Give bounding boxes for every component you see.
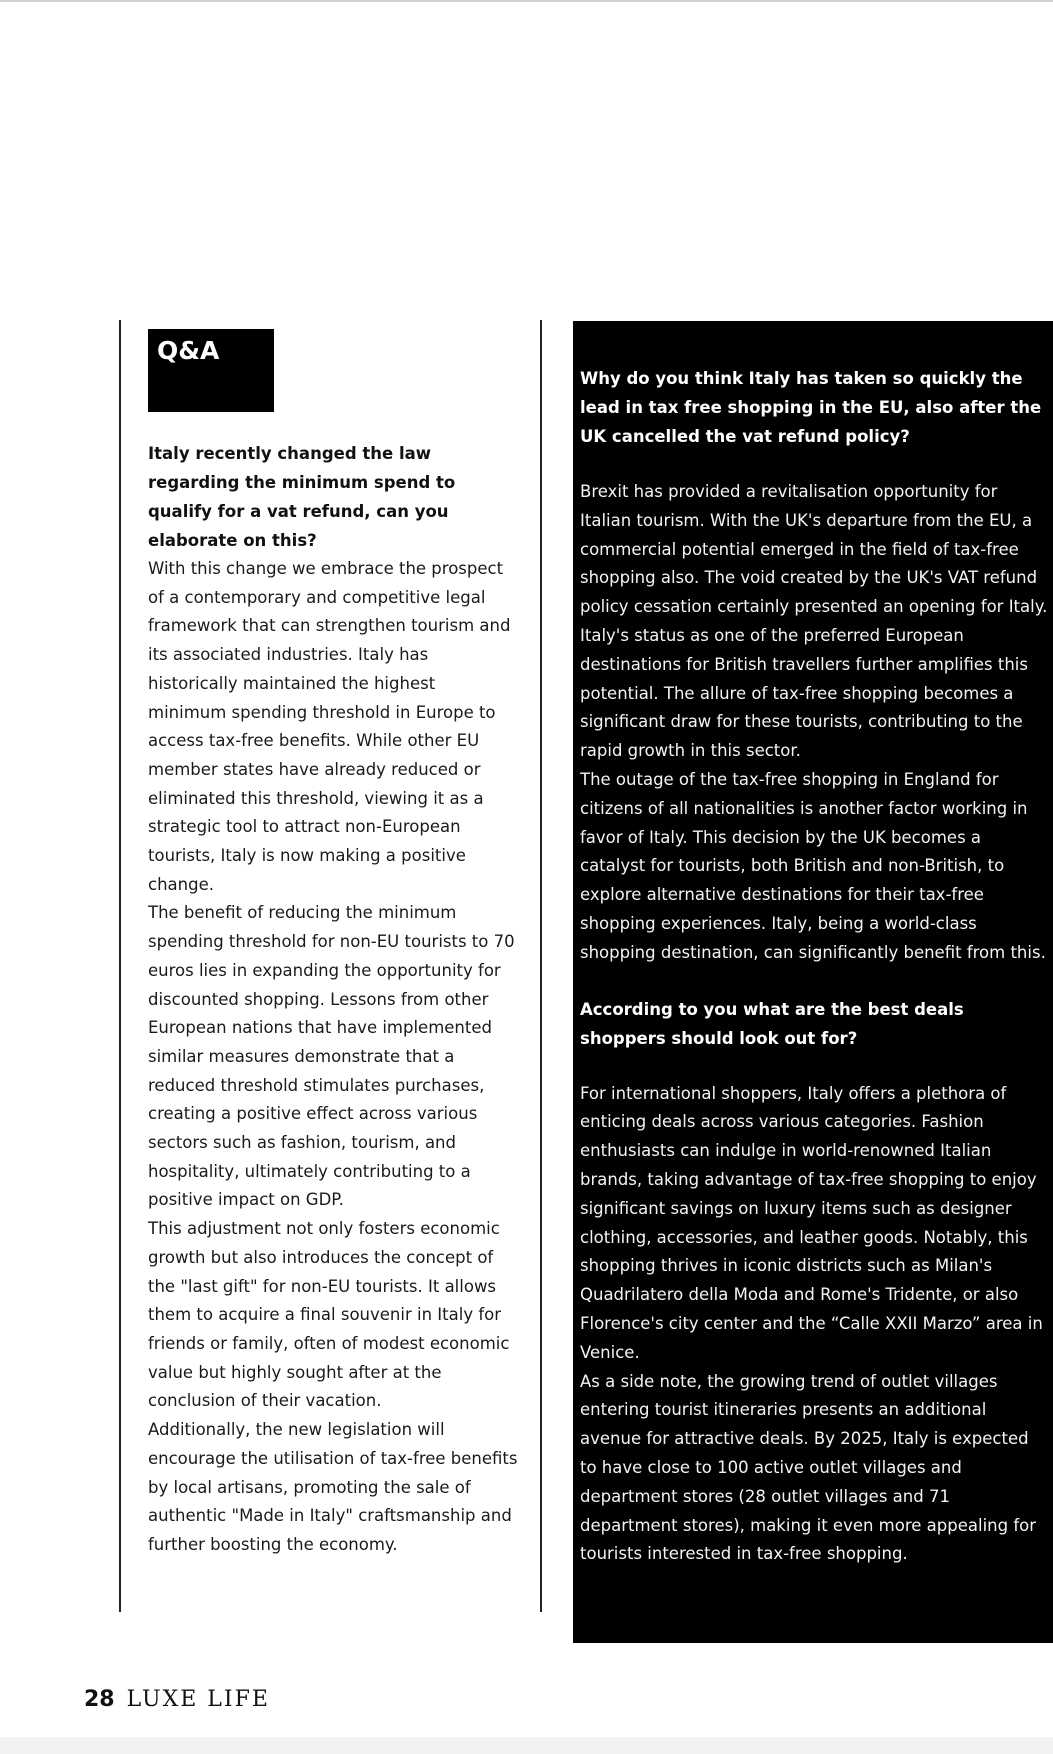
- left-answer-paragraph: With this change we embrace the prospect of a contemporary and competitive legal framework that can strengthen tourism and its associated industries. Italy has historically maintained the highest minimum spending threshold in Europe to access tax-free benefits. While other EU member states have already reduced or eliminated this threshold, viewing it as a strategic tool to attract non-European tourists, Italy is now making a positive change.: [148, 559, 511, 894]
- right-answer-2-paragraph: As a side note, the growing trend of outlet villages entering tourist itineraries presents an additional avenue for attractive deals. By 2025, Italy is expected to have close to 100 active outlet villages and department stores (28 outlet villages and 71 department stores), making it even more appealing for tourists interested in tax-free shopping.: [580, 1371, 1037, 1564]
- right-answer-1-paragraph: Brexit has provided a revitalisation opportunity for Italian tourism. With the UK's departure from the EU, a commercial potential emerged in the field of tax-free shopping also. The void created by the UK's VAT refund policy cessation certainly presented an opening for Italy.: [580, 482, 1048, 617]
- right-column-panel: [573, 321, 1053, 1643]
- right-answer-1-paragraph: The outage of the tax-free shopping in England for citizens of all nationalities is another factor working in favor of Italy. This decision by the UK becomes a catalyst for tourists, both British and non-British, to explore alternative destinations for their tax-free shopping experiences. Italy, being a world-class shopping destination, can significantly benefit from this.: [580, 769, 1046, 962]
- right-question-2: According to you what are the best deals shoppers should look out for?: [580, 999, 964, 1048]
- top-border: [0, 0, 1053, 2]
- right-answer-1-paragraph: Italy's status as one of the preferred European destinations for British travellers further amplifies this potential. The allure of tax-free shopping becomes a significant draw for these tourists, contributing to the rapid growth in this sector.: [580, 625, 1028, 761]
- left-answer-paragraph: The benefit of reducing the minimum spending threshold for non-EU tourists to 70 euros lies in expanding the opportunity for discounted shopping. Lessons from other European nations that have implemented similar measures demonstrate that a reduced threshold stimulates purchases, creating a positive effect across various sectors such as fashion, tourism, and hospitality, ultimately contributing to a positive impact on GDP.: [148, 903, 515, 1210]
- spacer: [580, 968, 1053, 995]
- bottom-edge: [0, 1737, 1053, 1754]
- qa-label-box: [148, 329, 274, 412]
- left-column: [148, 439, 518, 1560]
- spacer: [580, 451, 1053, 478]
- qa-label: Q&A: [157, 336, 220, 365]
- left-column-rule: [119, 320, 121, 1612]
- left-answer-paragraph: This adjustment not only fosters economic growth but also introduces the concept of the "last gift" for non-EU tourists. It allows them to acquire a final souvenir in Italy for friends or family, often of modest economic value but highly sought after at the conclusion of their vacation.: [148, 1219, 510, 1411]
- middle-column-rule: [540, 320, 542, 1612]
- left-answer-paragraph: Additionally, the new legislation will encourage the utilisation of tax-free benefits by local artisans, promoting the sale of authentic "Made in Italy" craftsmanship and further boosting the economy.: [148, 1420, 518, 1554]
- right-question-1: Why do you think Italy has taken so quickly the lead in tax free shopping in the EU, also after the UK cancelled the vat refund policy?: [580, 369, 1042, 446]
- page-number: 28: [84, 1687, 115, 1712]
- magazine-name: LUXE LIFE: [126, 1687, 270, 1712]
- left-question: Italy recently changed the law regarding the minimum spend to qualify for a vat refund, can you elaborate on this?: [148, 444, 456, 550]
- page-footer: [84, 1686, 270, 1712]
- right-answer-2-paragraph: For international shoppers, Italy offers a plethora of enticing deals across various categories. Fashion enthusiasts can indulge in world-renowned Italian brands, taking advantage of tax-free shopping to enjoy significant savings on luxury items such as designer clothing, accessories, and leather goods. Notably, this shopping thrives in iconic districts such as Milan's Quadrilatero della Moda and Rome's Tridente, or also Florence's city center and the “Calle XXII Marzo” area in Venice.: [580, 1083, 1043, 1362]
- spacer: [580, 1053, 1053, 1080]
